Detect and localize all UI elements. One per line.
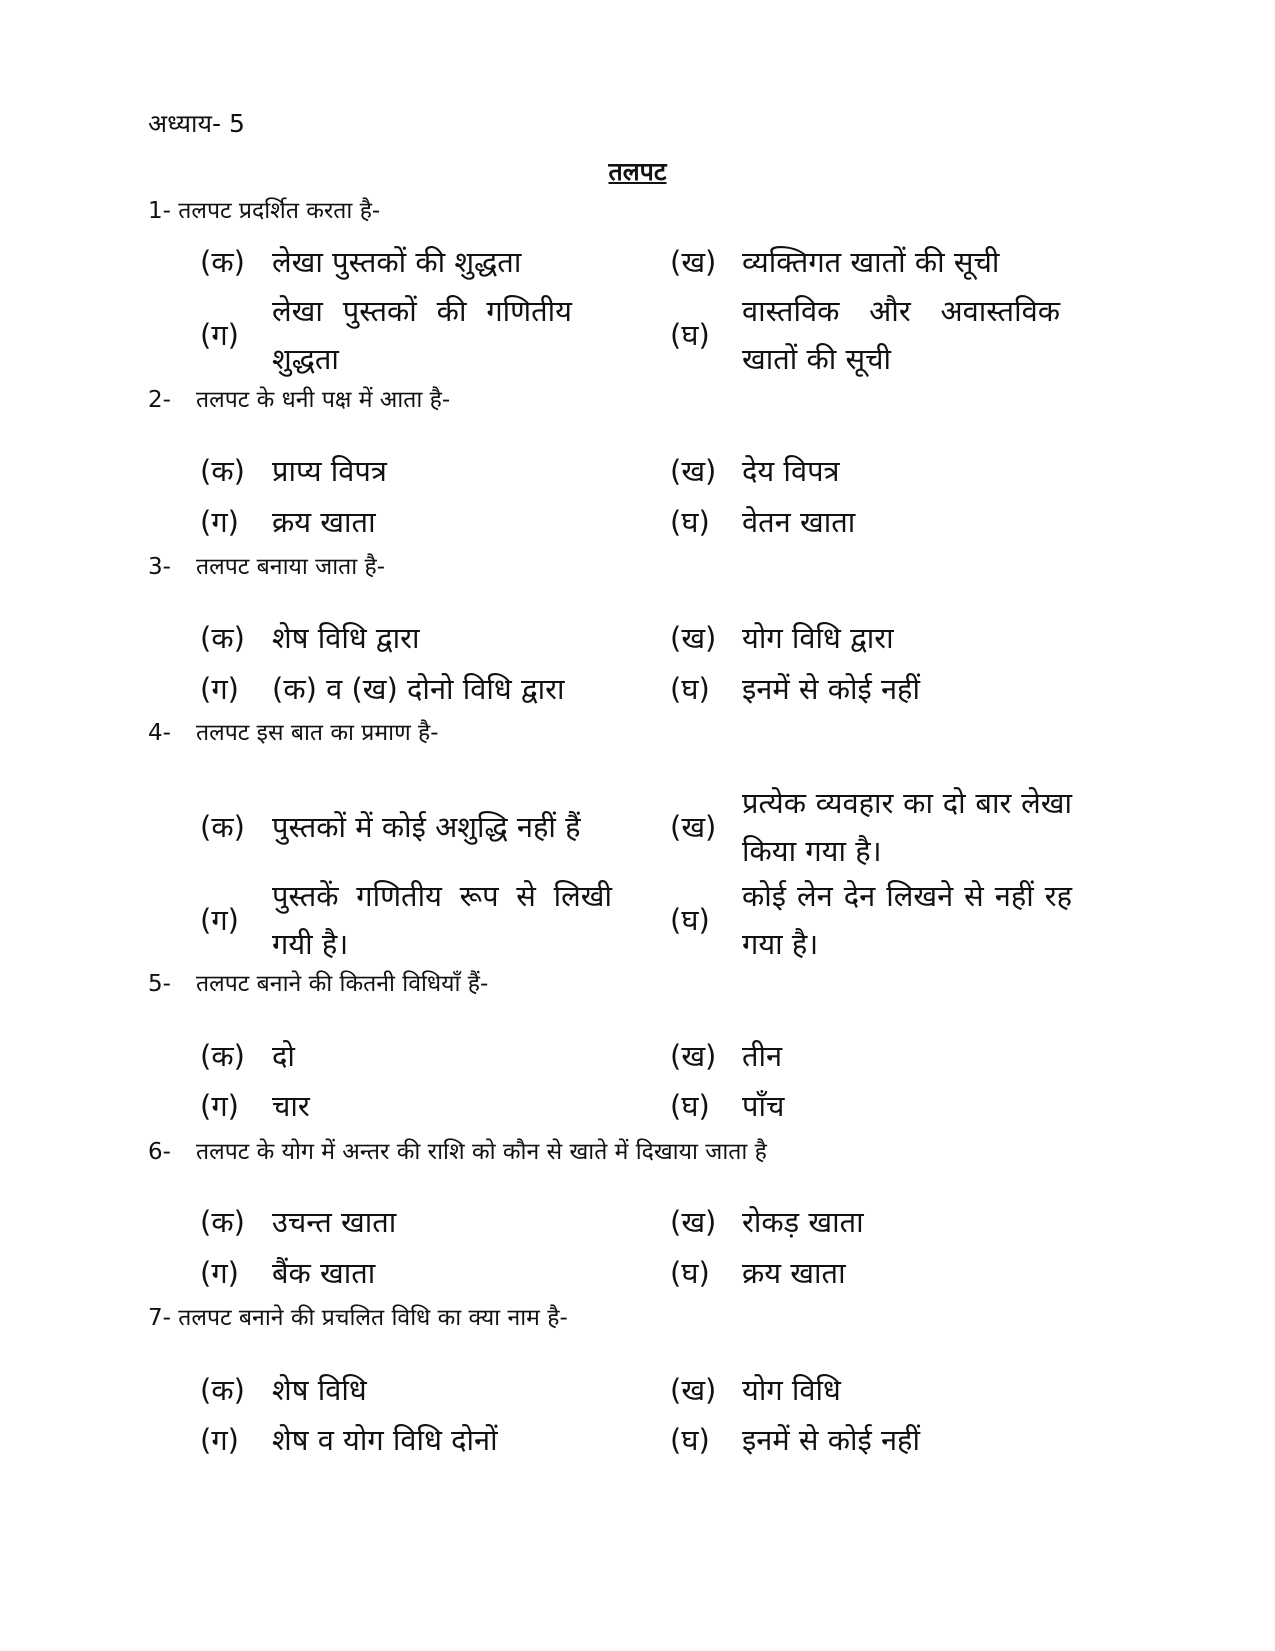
option-c	[200, 1082, 310, 1130]
option-text: शेष विधि द्वारा	[272, 621, 420, 655]
option-label: (ख)	[670, 1205, 717, 1239]
option-text: योग विधि द्वारा	[742, 621, 894, 655]
option-label: (घ)	[670, 1256, 710, 1290]
question-number: 6-	[148, 1139, 171, 1165]
option-c	[200, 665, 565, 713]
option-label: (क)	[200, 810, 245, 844]
option-label: (ख)	[670, 245, 717, 279]
option-text: लेखा पुस्तकों की गणितीय शुद्धता	[272, 294, 572, 376]
option-text: क्रय खाता	[272, 505, 376, 539]
question-text: तलपट के धनी पक्ष में आता है-	[196, 387, 451, 413]
option-label: (क)	[200, 454, 245, 488]
question-1	[148, 191, 380, 231]
option-label: (क)	[200, 1039, 245, 1073]
option-label: (ग)	[200, 672, 239, 706]
question-number: 1-	[148, 198, 171, 224]
option-label: (घ)	[670, 1089, 710, 1123]
option-label: (ग)	[200, 1256, 239, 1290]
option-text: कोई लेन देन लिखने से नहीं रह गया है।	[742, 879, 1072, 961]
option-label: (ख)	[670, 454, 717, 488]
option-text: उचन्त खाता	[272, 1205, 397, 1239]
option-b	[670, 1032, 782, 1080]
question-text: तलपट प्रदर्शित करता है-	[178, 198, 381, 224]
option-text: प्रत्येक व्यवहार का दो बार लेखा किया गया है।	[742, 786, 1072, 868]
option-label: (घ)	[670, 318, 710, 352]
option-text: रोकड़ खाता	[742, 1205, 864, 1239]
option-d	[670, 287, 1060, 383]
option-a	[200, 779, 580, 875]
option-label: (घ)	[670, 903, 710, 937]
option-label: (ग)	[200, 1423, 239, 1457]
option-label: (घ)	[670, 505, 710, 539]
option-b	[670, 447, 840, 495]
option-text: चार	[272, 1089, 310, 1123]
option-text: दो	[272, 1039, 295, 1073]
question-4	[148, 713, 439, 753]
option-label: (ग)	[200, 505, 239, 539]
option-a	[200, 1198, 396, 1246]
question-number: 5-	[148, 971, 171, 997]
option-text: क्रय खाता	[742, 1256, 846, 1290]
option-c	[200, 1416, 498, 1464]
option-text: लेखा पुस्तकों की शुद्धता	[272, 245, 522, 279]
question-number: 4-	[148, 720, 171, 746]
option-b	[670, 238, 1060, 286]
option-d	[670, 1416, 920, 1464]
option-label: (क)	[200, 245, 245, 279]
option-label: (घ)	[670, 672, 710, 706]
question-text: तलपट बनाने की प्रचलित विधि का क्या नाम है-	[178, 1305, 568, 1331]
option-text: शेष विधि	[272, 1373, 367, 1407]
option-b	[670, 1198, 864, 1246]
option-label: (ख)	[670, 1039, 717, 1073]
question-number: 2-	[148, 387, 171, 413]
option-label: (क)	[200, 1205, 245, 1239]
option-b	[670, 614, 894, 662]
option-d	[670, 498, 855, 546]
option-text: पुस्तकें गणितीय रूप से लिखी गयी है।	[272, 879, 612, 961]
option-label: (ख)	[670, 621, 717, 655]
option-text: व्यक्तिगत खातों की सूची	[742, 245, 1000, 279]
option-c	[200, 1249, 375, 1297]
option-label: (क)	[200, 1373, 245, 1407]
option-text: योग विधि	[742, 1373, 841, 1407]
option-c	[200, 498, 376, 546]
option-label: (ग)	[200, 903, 239, 937]
option-text: इनमें से कोई नहीं	[742, 672, 920, 706]
option-text: शेष व योग विधि दोनों	[272, 1423, 498, 1457]
chapter-heading: अध्याय- 5	[148, 109, 245, 138]
question-text: तलपट के योग में अन्तर की राशि को कौन से खाते में दिखाया जाता है	[196, 1139, 767, 1165]
option-text: वेतन खाता	[742, 505, 856, 539]
question-7	[148, 1298, 568, 1338]
option-text: प्राप्य विपत्र	[272, 454, 387, 488]
option-text: (क) व (ख) दोनो विधि द्वारा	[272, 672, 565, 706]
option-a	[200, 614, 419, 662]
page-title: तलपट	[608, 157, 667, 186]
option-d	[670, 1249, 846, 1297]
option-c	[200, 287, 580, 383]
question-6	[148, 1132, 767, 1172]
option-text: तीन	[742, 1039, 783, 1073]
option-label: (ग)	[200, 1089, 239, 1123]
option-text: बैंक खाता	[272, 1256, 376, 1290]
option-a	[200, 1366, 367, 1414]
option-a	[200, 1032, 295, 1080]
question-number: 7-	[148, 1305, 171, 1331]
question-text: तलपट बनाने की कितनी विधियाँ हैं-	[196, 971, 489, 997]
option-text: पुस्तकों में कोई अशुद्धि नहीं हैं	[272, 810, 581, 844]
option-b	[670, 1366, 841, 1414]
question-2	[148, 380, 450, 420]
option-label: (घ)	[670, 1423, 710, 1457]
option-label: (ख)	[670, 1373, 717, 1407]
option-b	[670, 779, 1072, 875]
option-label: (ख)	[670, 810, 717, 844]
option-a	[200, 447, 387, 495]
option-d	[670, 1082, 784, 1130]
option-d	[670, 665, 920, 713]
question-5	[148, 964, 488, 1004]
option-text: देय विपत्र	[742, 454, 840, 488]
option-a	[200, 238, 580, 286]
question-text: तलपट इस बात का प्रमाण है-	[196, 720, 439, 746]
option-c	[200, 872, 612, 968]
option-text: इनमें से कोई नहीं	[742, 1423, 920, 1457]
option-text: वास्तविक और अवास्तविक खातों की सूची	[742, 294, 1060, 376]
option-text: पाँच	[742, 1089, 785, 1123]
question-3	[148, 547, 385, 587]
question-number: 3-	[148, 554, 171, 580]
option-label: (ग)	[200, 318, 239, 352]
option-d	[670, 872, 1072, 968]
option-label: (क)	[200, 621, 245, 655]
question-text: तलपट बनाया जाता है-	[196, 554, 386, 580]
